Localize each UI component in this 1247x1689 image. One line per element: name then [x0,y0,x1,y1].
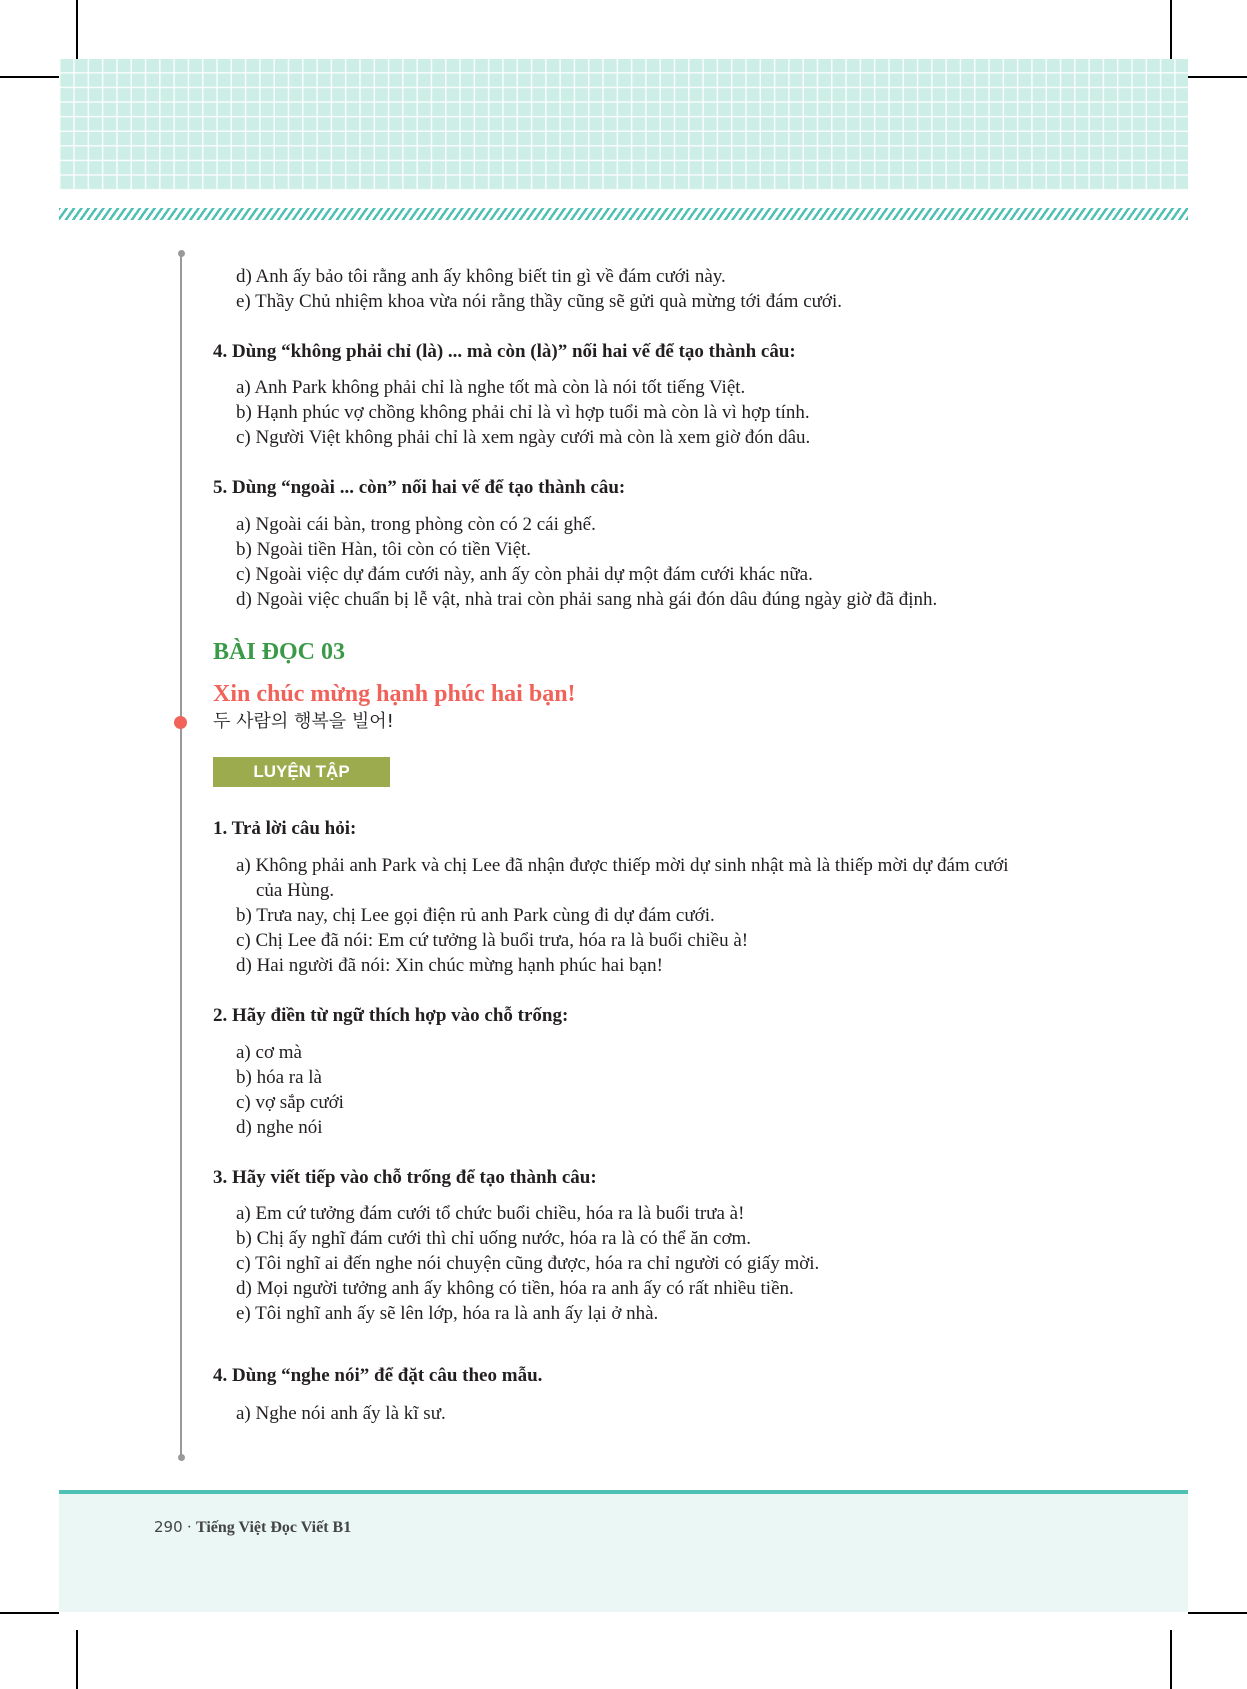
page-footer [154,1515,351,1540]
list-item: c) Chị Lee đã nói: Em cứ tưởng là buổi trưa, hóa ra là buổi chiều à! [236,930,749,951]
list-item: c) Người Việt không phải chỉ là xem ngày cưới mà còn là xem giờ đón dâu. [236,427,811,448]
lesson-korean-subtitle: 두 사람의 행복을 빌어! [213,711,394,732]
footer-band [59,1490,1188,1612]
list-item: a) Anh Park không phải chỉ là nghe tốt mà còn là nói tốt tiếng Việt. [236,377,746,398]
question-1-list [236,853,1026,978]
header-grid-band [59,59,1188,190]
list-item: a) cơ mà [236,1042,302,1063]
question-4-heading: 4. Dùng “nghe nói” để đặt câu theo mẫu. [213,1365,543,1386]
crop-mark [1170,0,1172,59]
practice-label-badge: LUYỆN TẬP [213,757,390,787]
crop-mark [1188,76,1247,78]
list-item: a) Nghe nói anh ấy là kĩ sư. [236,1403,446,1424]
list-item: d) Hai người đã nói: Xin chúc mừng hạnh phúc hai bạn! [236,955,663,976]
list-item: e) Thầy Chủ nhiệm khoa vừa nói rằng thầy cũng sẽ gửi quà mừng tới đám cưới. [236,291,843,312]
crop-mark [1170,1630,1172,1689]
list-item: b) Ngoài tiền Hàn, tôi còn có tiền Việt. [236,539,532,560]
crop-mark [76,0,78,59]
crop-mark [0,76,59,78]
exercise-4-list [236,375,1026,450]
exercise-5-list [236,512,1026,612]
book-title: Tiếng Việt Đọc Viết B1 [195,1519,352,1536]
footer-separator: · [186,1519,192,1536]
list-item: b) hóa ra là [236,1067,322,1088]
list-item: b) Trưa nay, chị Lee gọi điện rủ anh Park cùng đi dự đám cưới. [236,905,715,926]
margin-rule-bottom-dot [178,1454,185,1461]
question-3-heading: 3. Hãy viết tiếp vào chỗ trống để tạo thành câu: [213,1167,597,1188]
list-item: d) Anh ấy bảo tôi rằng anh ấy không biết tin gì về đám cưới này. [236,266,726,287]
lesson-title: BÀI ĐỌC 03 [213,639,346,665]
previous-exercise-list [236,264,1026,314]
question-3-list [236,1201,1026,1326]
list-item: e) Tôi nghĩ anh ấy sẽ lên lớp, hóa ra là anh ấy lại ở nhà. [236,1303,659,1324]
list-item: a) Em cứ tưởng đám cưới tổ chức buổi chiều, hóa ra là buổi trưa à! [236,1203,745,1224]
list-item: a) Không phải anh Park và chị Lee đã nhận được thiếp mời dự sinh nhật mà là thiếp mời dự đám cưới của Hùng. [236,855,1009,901]
list-item: c) vợ sắp cưới [236,1092,344,1113]
header-hatch-stripe [59,208,1188,220]
section-marker-dot [174,716,187,729]
list-item: b) Chị ấy nghĩ đám cưới thì chỉ uống nước, hóa ra là có thể ăn cơm. [236,1228,752,1249]
exercise-5-heading: 5. Dùng “ngoài ... còn” nối hai vế để tạo thành câu: [213,477,626,498]
list-item: d) Mọi người tưởng anh ấy không có tiền, hóa ra anh ấy có rất nhiều tiền. [236,1278,794,1299]
list-item: b) Hạnh phúc vợ chồng không phải chỉ là vì hợp tuổi mà còn là vì hợp tính. [236,402,810,423]
list-item: c) Ngoài việc dự đám cưới này, anh ấy còn phải dự một đám cưới khác nữa. [236,564,813,585]
crop-mark [76,1630,78,1689]
crop-mark [0,1612,59,1614]
margin-rule [180,254,182,1457]
question-2-heading: 2. Hãy điền từ ngữ thích hợp vào chỗ trống: [213,1005,569,1026]
crop-mark [1188,1612,1247,1614]
list-item: d) Ngoài việc chuẩn bị lễ vật, nhà trai còn phải sang nhà gái đón dâu đúng ngày giờ đã định. [236,589,938,610]
list-item: a) Ngoài cái bàn, trong phòng còn có 2 cái ghế. [236,514,596,535]
question-2-list [236,1040,1026,1140]
list-item: c) Tôi nghĩ ai đến nghe nói chuyện cũng được, hóa ra chỉ người có giấy mời. [236,1253,820,1274]
list-item: d) nghe nói [236,1117,323,1138]
margin-rule-top-dot [178,250,185,257]
lesson-subtitle: Xin chúc mừng hạnh phúc hai bạn! [213,681,576,707]
question-1-heading: 1. Trả lời câu hỏi: [213,818,357,839]
exercise-4-heading: 4. Dùng “không phải chỉ (là) ... mà còn (là)” nối hai vế để tạo thành câu: [213,341,796,362]
page-number: 290 [154,1518,183,1536]
question-4-list [236,1401,1026,1426]
